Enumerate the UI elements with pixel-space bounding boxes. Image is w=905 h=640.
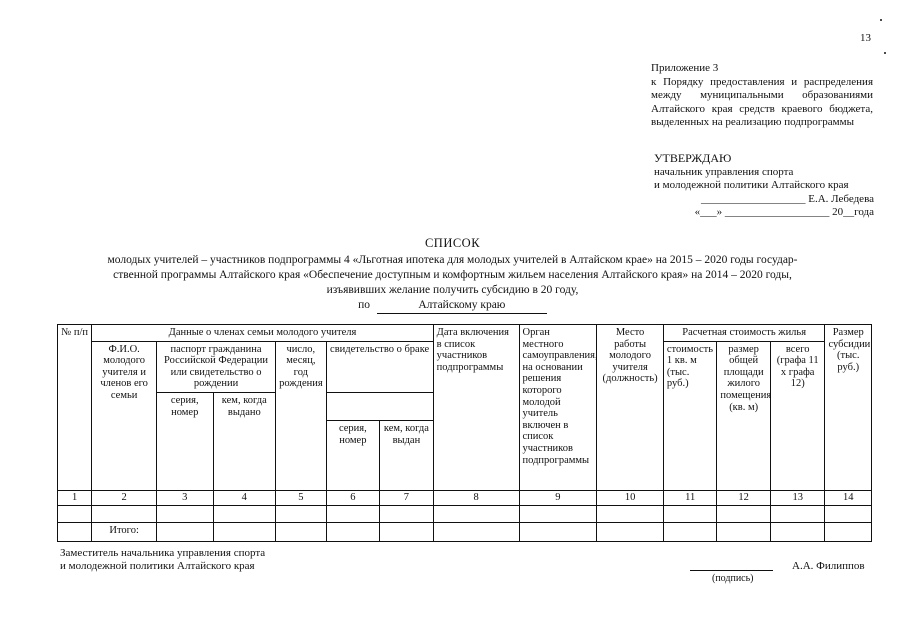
approval-line2: и молодежной политики Алтайского края (654, 179, 849, 192)
subtitle-line4 (40, 298, 865, 314)
total-row (58, 522, 872, 541)
header-area: размер общей площади жилого помещения (кв. м) (717, 341, 771, 490)
subtitle-line1: молодых учителей – участников подпрограммы 4 «Льготная ипотека для молодых учителей в Алтайском крае» на 2015 – 2020 годы государ- (107, 254, 798, 266)
table-cell (597, 505, 664, 522)
scan-dot (884, 52, 886, 54)
table-cell (825, 522, 872, 541)
header-inclusion-date: Дата включения в список участников подпрограммы (433, 325, 519, 491)
table-cell (326, 522, 380, 541)
table-cell (433, 522, 519, 541)
table-cell (380, 505, 434, 522)
col-number: 10 (597, 490, 664, 505)
col-number: 1 (58, 490, 92, 505)
table-cell (825, 505, 872, 522)
header-birth-date: число, месяц, год рождения (276, 341, 326, 490)
header-subsidy: Размер субсидии (тыс. руб.) (825, 325, 872, 491)
table-cell (213, 522, 276, 541)
table-cell (58, 522, 92, 541)
header-local-authority: Орган местного самоуправления, на основании решения которого молодой учитель включен в список участников подпрограммы (519, 325, 597, 491)
table-cell (597, 522, 664, 541)
scan-dot (880, 19, 882, 21)
header-marriage-cert: свидетельство о браке (326, 341, 433, 392)
col-number: 12 (717, 490, 771, 505)
region-value: Алтайскому краю (377, 298, 547, 314)
table-cell (770, 505, 825, 522)
table-cell (663, 522, 717, 541)
header-passport-series: серия, номер (326, 420, 380, 490)
subtitle-line2: ственной программы Алтайского края «Обеспечение доступным и комфортным жильем населения Алтайского края» на 2014 – 2020 годы, (113, 269, 792, 281)
page-number: 13 (860, 32, 871, 44)
document-subtitle (40, 253, 865, 314)
table-cell (717, 522, 771, 541)
signature-caption: (подпись) (712, 573, 754, 584)
col-number: 4 (213, 490, 276, 505)
table-cell (213, 505, 276, 522)
col-number: 8 (433, 490, 519, 505)
table-cell (433, 505, 519, 522)
col-number: 9 (519, 490, 597, 505)
approval-line1: начальник управления спорта (654, 165, 794, 178)
header-workplace: Место работы молодого учителя (должность) (597, 325, 664, 491)
col-number: 2 (92, 490, 157, 505)
signer-name: А.А. Филиппов (792, 560, 865, 572)
approval-date: «___» ___________________ 20__года (694, 206, 874, 219)
header-housing-cost: Расчетная стоимость жилья (663, 325, 825, 342)
table-cell (663, 505, 717, 522)
document-title: СПИСОК (424, 236, 481, 250)
table-cell (770, 522, 825, 541)
col-number: 13 (770, 490, 825, 505)
column-number-row (58, 490, 872, 505)
table-cell (519, 505, 597, 522)
table-cell (92, 505, 157, 522)
region-prefix: по (358, 299, 371, 311)
table-cell (276, 505, 326, 522)
col-number: 6 (326, 490, 380, 505)
header-num: № п/п (58, 325, 92, 491)
subsidy-table (57, 324, 872, 542)
approval-signature: ___________________ Е.А. Лебедева (700, 192, 874, 205)
deputy-position (60, 547, 265, 573)
position-line2: и молодежной политики Алтайского края (60, 560, 255, 572)
appendix-title: Приложение 3 (651, 62, 719, 74)
total-label: Итого: (92, 522, 157, 541)
table-row (58, 505, 872, 522)
header-passport-issued: кем, когда выдан (380, 420, 434, 490)
col-number: 3 (156, 490, 213, 505)
position-line1: Заместитель начальника управления спорта (60, 547, 266, 559)
col-number: 7 (380, 490, 434, 505)
table-cell (519, 522, 597, 541)
appendix-block (651, 62, 873, 130)
header-passport: паспорт гражданина Российской Федерации или свидетельство о рождении (156, 341, 275, 392)
table-cell (717, 505, 771, 522)
signature-line (690, 570, 773, 571)
header-marriage-issued: кем, когда выдано (213, 392, 276, 490)
approval-head: УТВЕРЖДАЮ (654, 151, 732, 165)
table-cell (326, 505, 380, 522)
table-cell (380, 522, 434, 541)
appendix-text: к Порядку предоставления и распределения между муниципальными образованиями Алтайского края средств краевого бюджета, выделенных на реализацию подпрограммы (651, 75, 873, 129)
col-number: 11 (663, 490, 717, 505)
table-cell (156, 505, 213, 522)
col-number: 5 (276, 490, 326, 505)
approval-block (654, 152, 874, 220)
table-cell (276, 522, 326, 541)
header-family-data: Данные о членах семьи молодого учителя (92, 325, 433, 342)
header-marriage-series: серия, номер (156, 392, 213, 490)
col-number: 14 (825, 490, 872, 505)
subtitle-line3: изъявивших желание получить субсидию в 20 году, (326, 284, 579, 296)
header-cost-total: всего (графа 11 х графа 12) (770, 341, 825, 490)
table-cell (58, 505, 92, 522)
header-full-name: Ф.И.О. молодого учителя и членов его семьи (92, 341, 157, 490)
table-cell (156, 522, 213, 541)
header-cost-per-sqm: стоимость 1 кв. м (тыс. руб.) (663, 341, 717, 490)
